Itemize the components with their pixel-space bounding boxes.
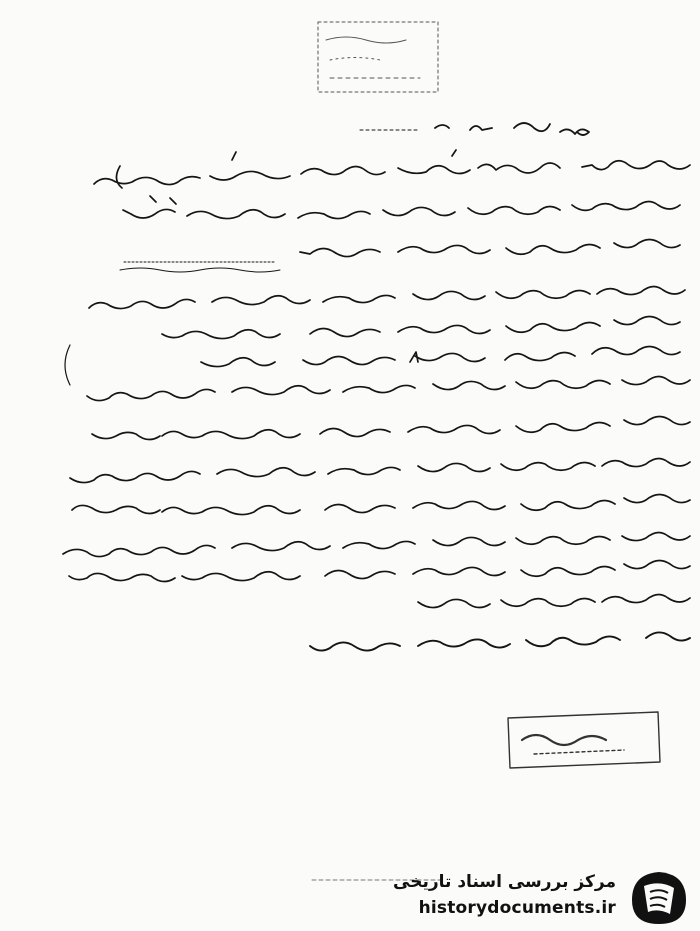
text-line-7 [87,352,690,401]
closing-line [310,632,690,650]
book-page-icon [626,866,692,928]
top-stamp [318,22,438,92]
text-line-8 [92,416,690,439]
text-line-10 [72,494,690,514]
text-line-12 [69,560,690,581]
margin-note [120,262,280,272]
text-line-9 [70,458,690,482]
text-line-2 [123,196,680,219]
text-line-4 [89,286,685,308]
text-line-5 [162,316,680,338]
org-name: مرکز بررسی اسناد تاریخی [393,872,616,892]
text-line-13 [418,594,690,607]
text-line-6 [201,346,680,366]
text-line-1 [94,150,690,188]
salutation-line [360,123,589,135]
website-url: historydocuments.ir [418,898,616,918]
text-line-3 [300,239,680,256]
text-line-11 [63,532,690,556]
bottom-stamp [508,712,660,768]
archive-logo [393,858,696,930]
